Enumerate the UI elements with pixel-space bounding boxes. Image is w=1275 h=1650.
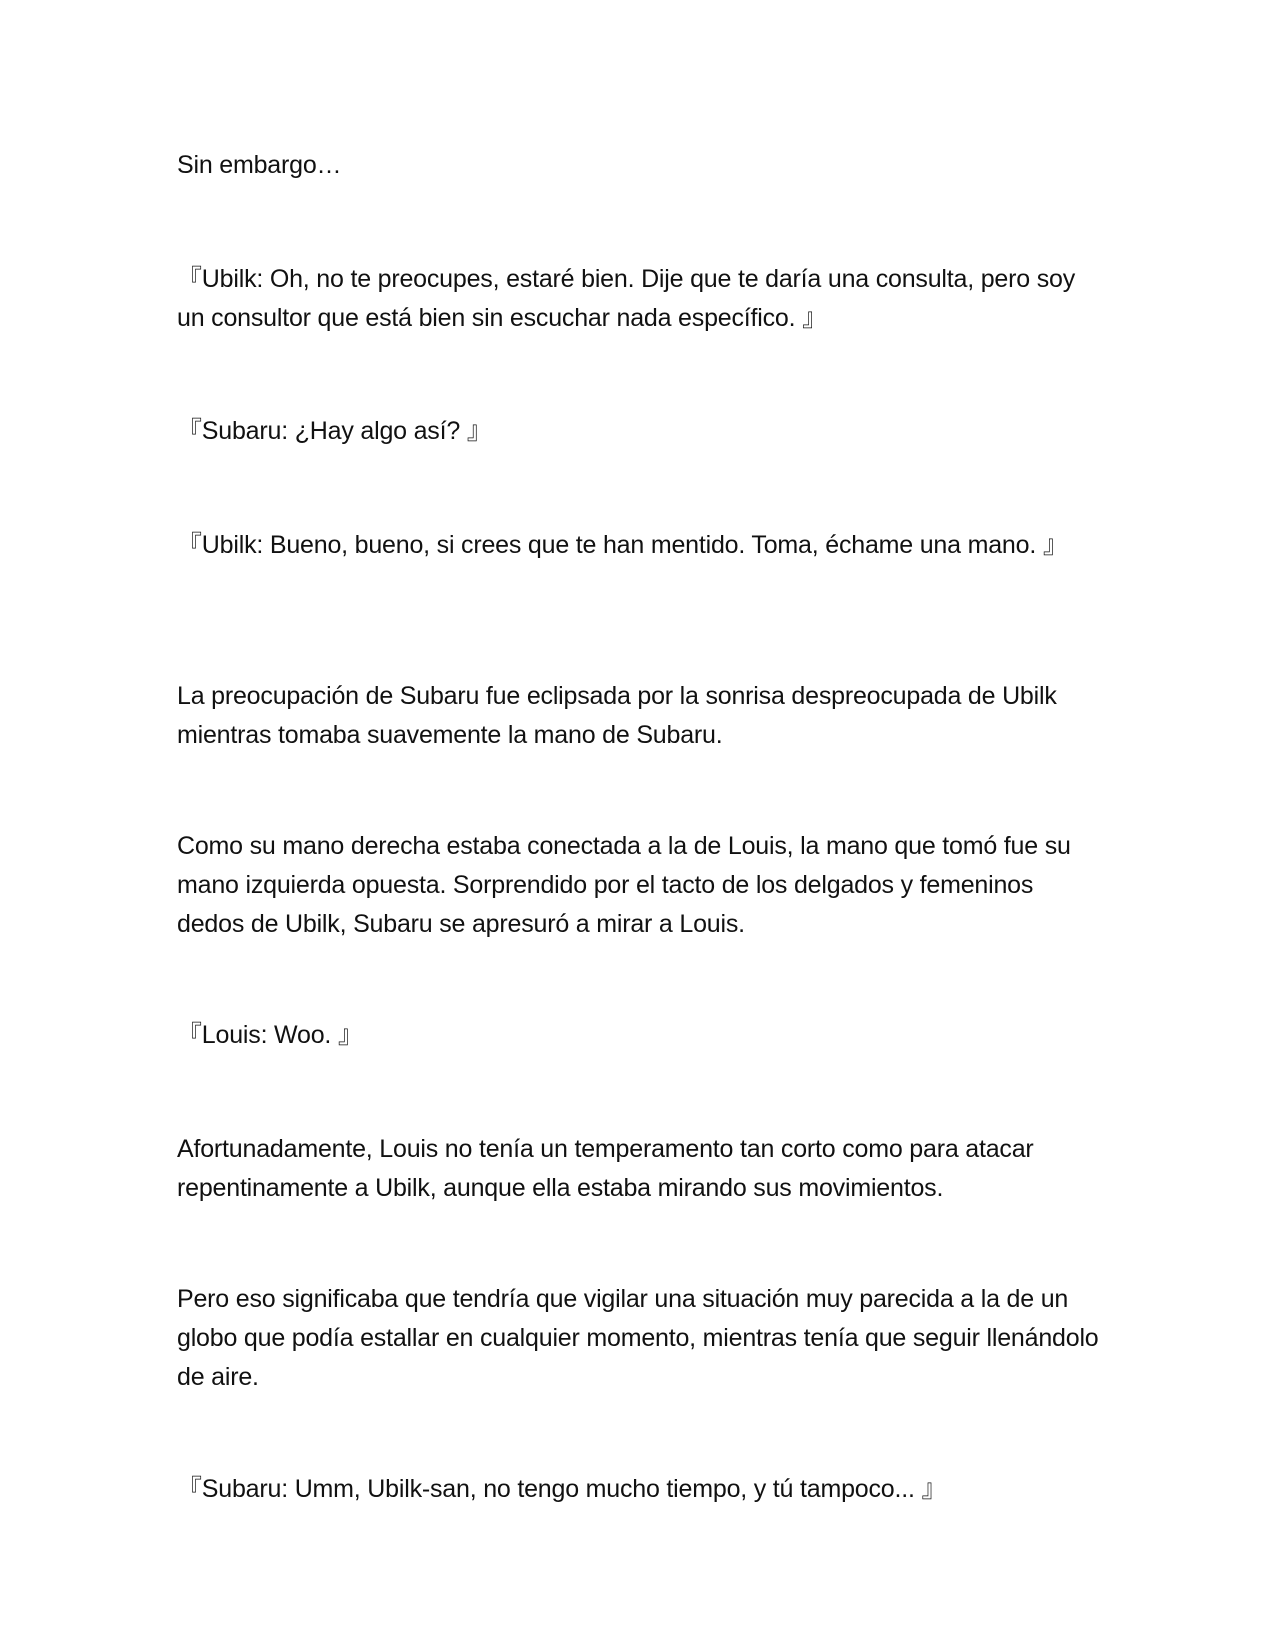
paragraph-narration-5: Pero eso significaba que tendría que vigilar una situación muy parecida a la de un globo que podía estallar en cualquier momento, mientras tenía que seguir llenándolo de aire. [177, 1285, 1106, 1391]
paragraph-dialogue-louis-1: 『Louis: Woo. 』 [177, 1021, 363, 1049]
paragraph-narration-1: Sin embargo… [177, 151, 342, 179]
paragraph-dialogue-ubilk-2: 『Ubilk: Bueno, bueno, si crees que te han mentido. Toma, échame una mano. 』 [177, 531, 1068, 559]
paragraph-dialogue-subaru-2: 『Subaru: Umm, Ubilk-san, no tengo mucho tiempo, y tú tampoco... 』 [177, 1475, 947, 1503]
paragraph-dialogue-ubilk-1: 『Ubilk: Oh, no te preocupes, estaré bien. Dije que te daría una consulta, pero soy un consultor que está bien sin escuchar nada específico. 』 [177, 265, 1082, 332]
paragraph-narration-4: Afortunadamente, Louis no tenía un temperamento tan corto como para atacar repentinamente a Ubilk, aunque ella estaba mirando sus movimientos. [177, 1135, 1041, 1202]
paragraph-narration-2: La preocupación de Subaru fue eclipsada por la sonrisa despreocupada de Ubilk mientras tomaba suavemente la mano de Subaru. [177, 682, 1064, 749]
paragraph-narration-3: Como su mano derecha estaba conectada a la de Louis, la mano que tomó fue su mano izquierda opuesta. Sorprendido por el tacto de los delgados y femeninos dedos de Ubilk, Subaru se apresuró a mirar a Louis. [177, 832, 1078, 938]
paragraph-dialogue-subaru-1: 『Subaru: ¿Hay algo así? 』 [177, 417, 492, 445]
